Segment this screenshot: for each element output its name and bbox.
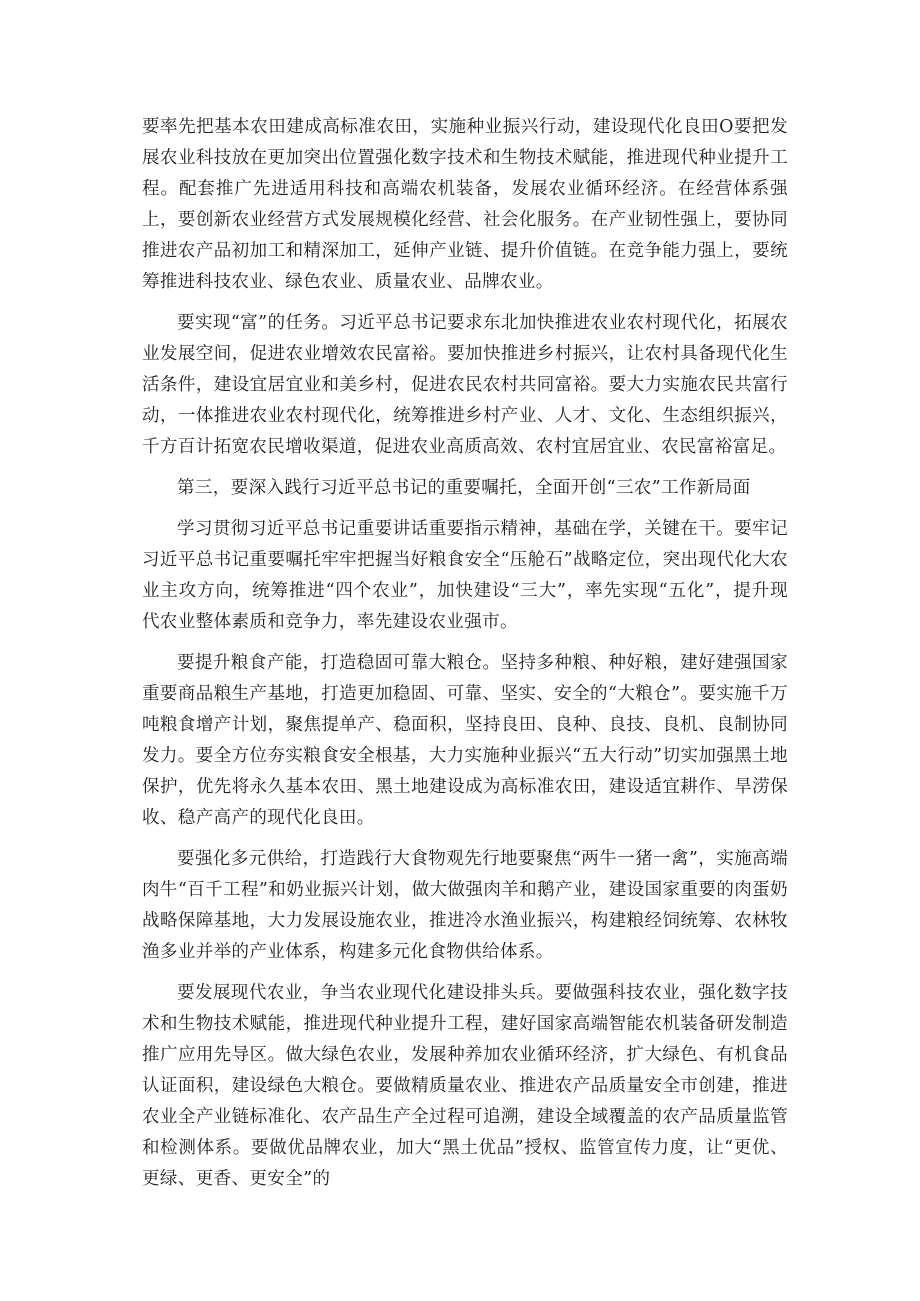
- paragraph-2: 要实现“富”的任务。习近平总书记要求东北加快推进农业农村现代化，拓展农业发展空间，促进农业增效农民富裕。要加快推进乡村振兴，让农村具备现代化生活条件，建设宜居宜业和美乡村，促进农民农村共同富裕。要大力实施农民共富行动，一体推进农业农村现代化，统筹推进乡村产业、人才、文化、生态组织振兴，千方百计拓宽农民增收渠道，促进农业高质高效、农村宜居宜业、农民富裕富足。: [142, 313, 788, 457]
- paragraph-4: 要提升粮食产能，打造稳固可靠大粮仓。坚持多种粮、种好粮，建好建强国家重要商品粮生产基地，打造更加稳固、可靠、坚实、安全的“大粮仓”。要实施千万吨粮食增产计划，聚焦提单产、稳面积，坚持良田、良种、良技、良机、良制协同发力。要全方位夯实粮食安全根基，大力实施种业振兴“五大行动”切实加强黑土地保护，优先将永久基本农田、黑土地建设成为高标准农田，建设适宜耕作、旱涝保收、稳产高产的现代化良田。: [142, 653, 788, 828]
- paragraph-5: 要强化多元供给，打造践行大食物观先行地要聚焦“两牛一猪一禽”，实施高端肉牛“百千工程”和奶业振兴计划，做大做强肉羊和鹅产业，建设国家重要的肉蛋奶战略保障基地，大力发展设施农业，推进冷水渔业振兴，构建粮经饲统筹、农林牧渔多业并举的产业体系，构建多元化食物供给体系。: [142, 849, 788, 962]
- paragraph-1: 要率先把基本农田建成高标准农田，实施种业振兴行动，建设现代化良田O要把发展农业科技放在更加突出位置强化数字技术和生物技术赋能，推进现代种业提升工程。配套推广先进适用科技和高端农机装备，发展农业循环经济。在经营体系强上，要创新农业经营方式发展规模化经营、社会化服务。在产业韧性强上，要协同推进农产品初加工和精深加工，延伸产业链、提升价值链。在竞争能力强上，要统筹推进科技农业、绿色农业、质量农业、品牌农业。: [142, 117, 788, 292]
- document-body: [142, 112, 788, 1205]
- section-heading: 第三，要深入践行习近平总书记的重要嘱托，全面开创“三农”工作新局面: [177, 478, 751, 498]
- paragraph-3: 学习贯彻习近平总书记重要讲话重要指示精神，基础在学，关键在干。要牢记习近平总书记重要嘱托牢牢把握当好粮食安全“压舱石”战略定位，突出现代化大农业主攻方向，统筹推进“四个农业”，加快建设“三大”，率先实现“五化”，提升现代农业整体素质和竞争力，率先建设农业强市。: [142, 519, 788, 632]
- paragraph-6: 要发展现代农业，争当农业现代化建设排头兵。要做强科技农业，强化数字技术和生物技术赋能，推进现代种业提升工程，建好国家高端智能农机装备研发制造推广应用先导区。做大绿色农业，发展种养加农业循环经济，扩大绿色、有机食品认证面积，建设绿色大粮仓。要做精质量农业、推进农产品质量安全市创建，推进农业全产业链标准化、农产品生产全过程可追溯，建设全域覆盖的农产品质量监管和检测体系。要做优品牌农业，加大“黑土优品”授权、监管宣传力度，让“更优、更绿、更香、更安全”的: [142, 983, 788, 1189]
